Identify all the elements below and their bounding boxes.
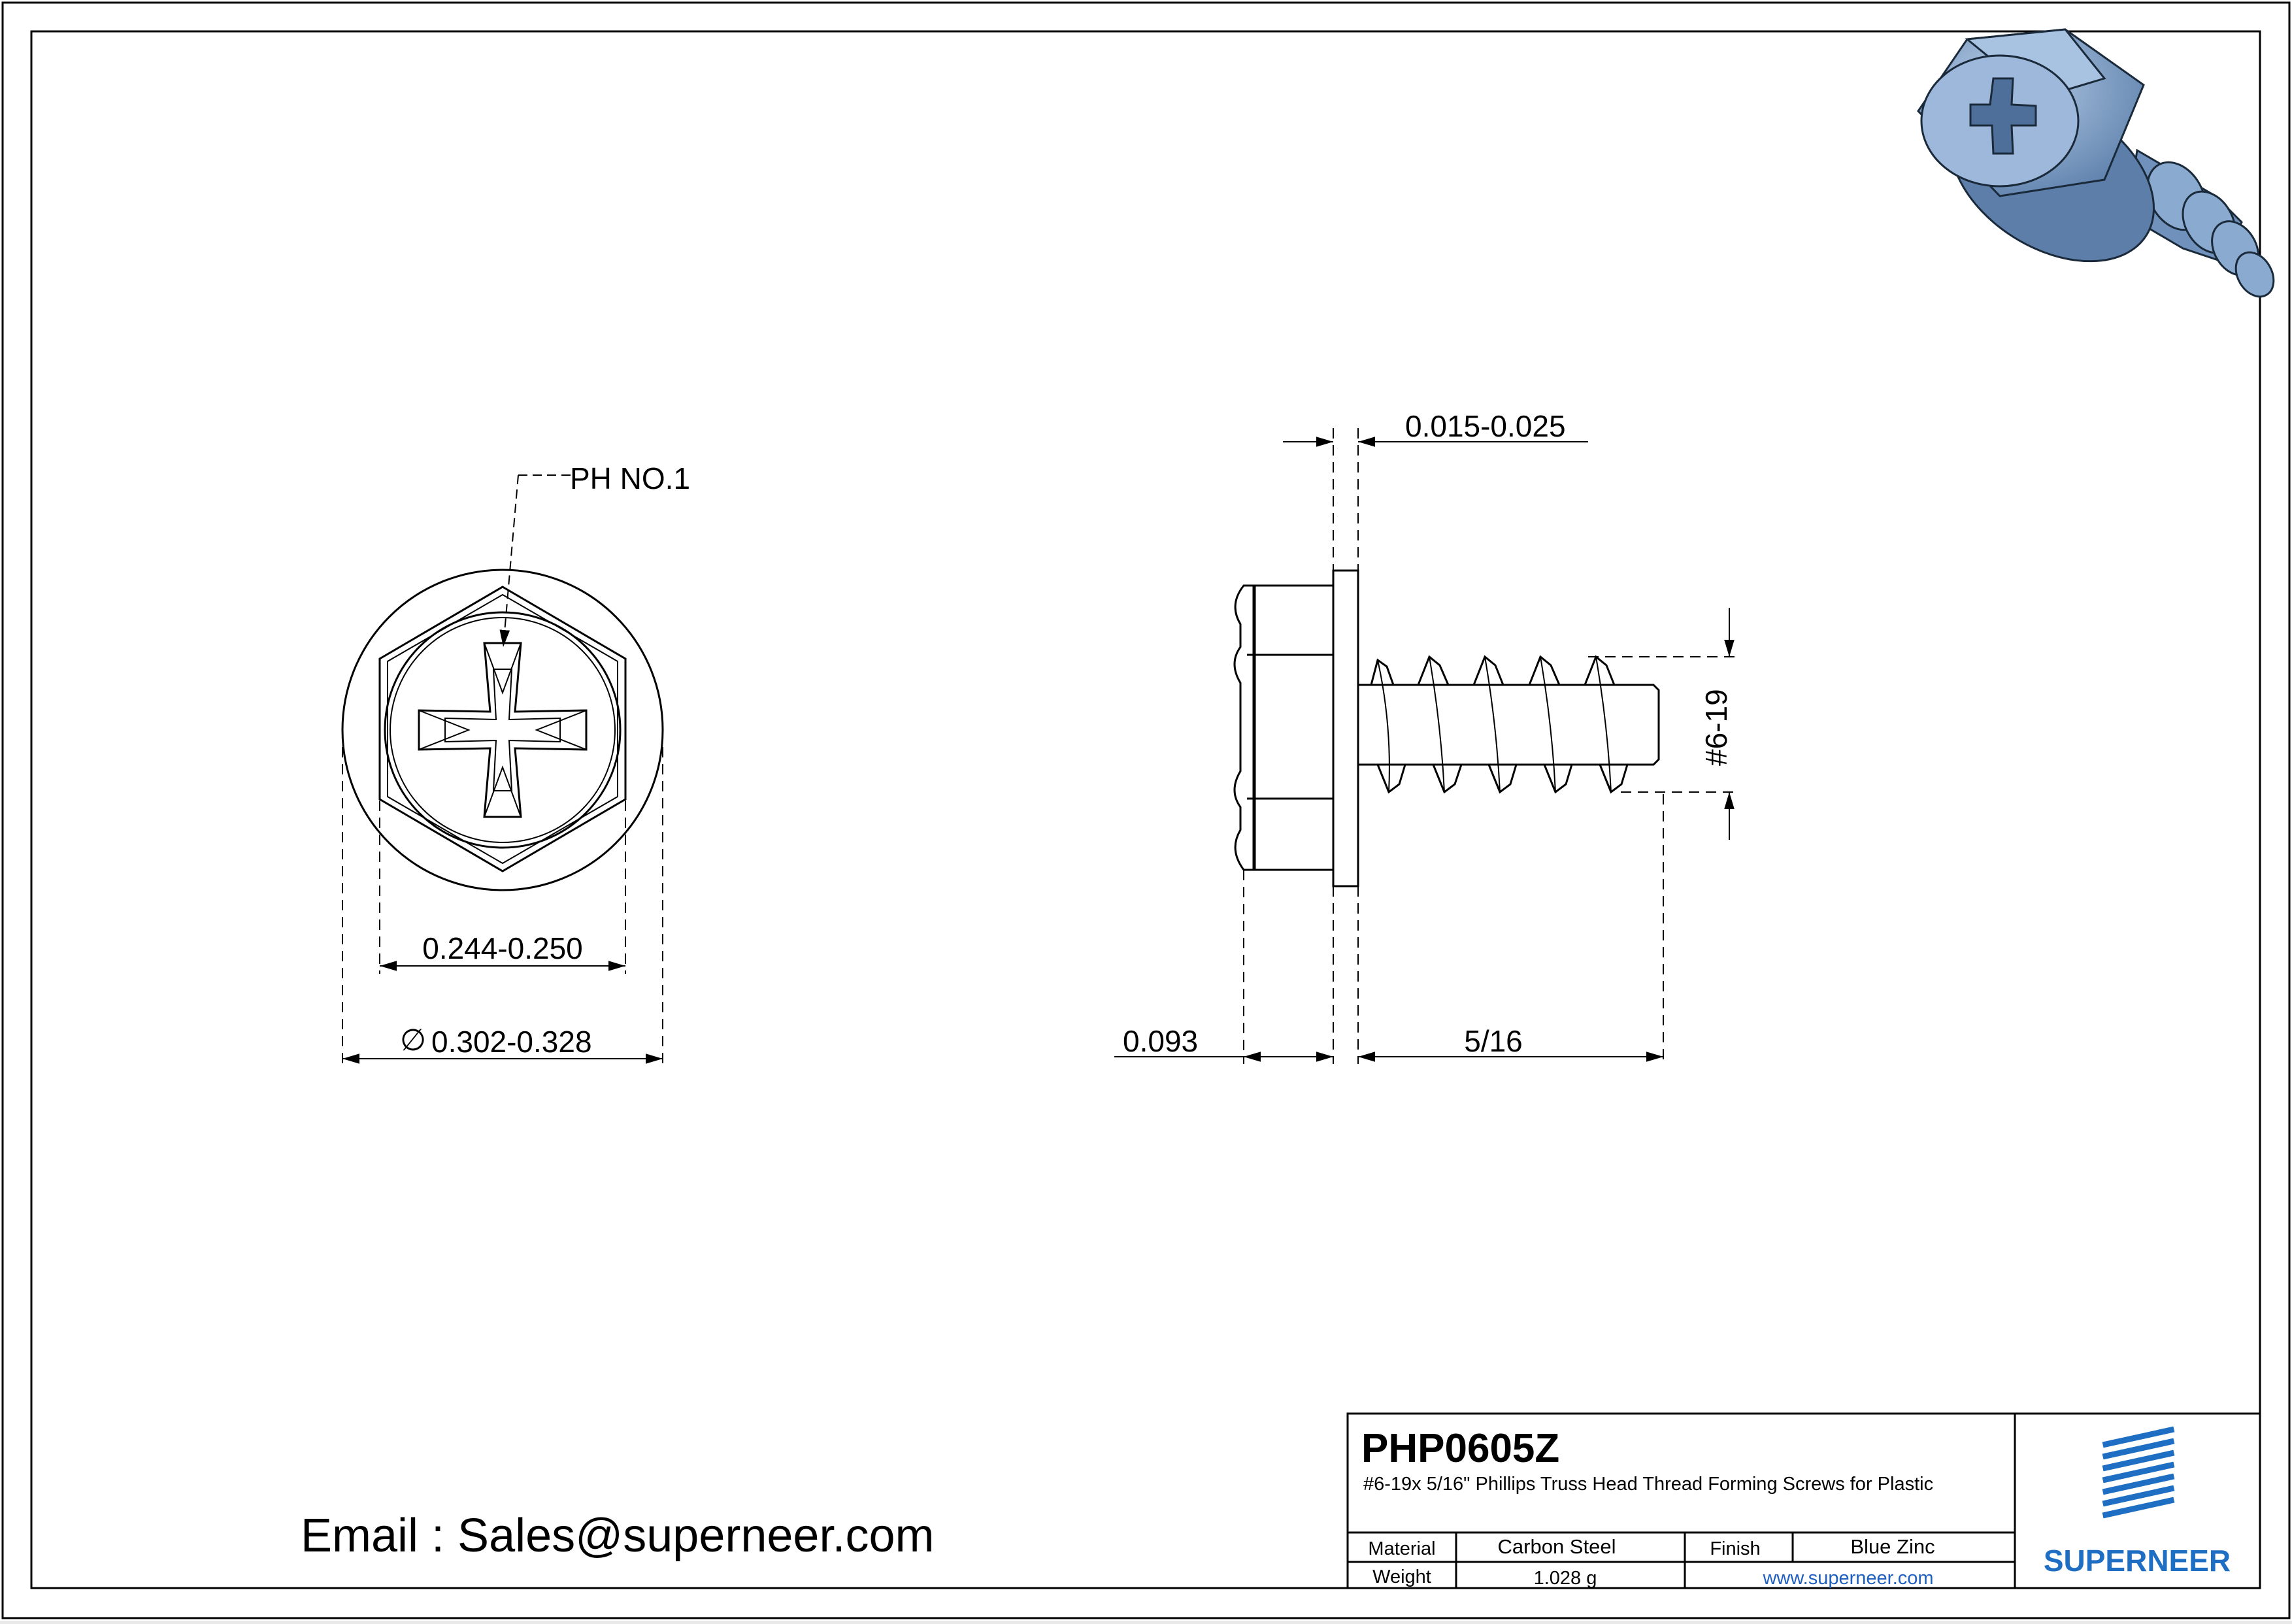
washer-diameter-value: 0.302-0.328	[431, 1025, 592, 1059]
driver-callout	[503, 461, 690, 647]
washer-thickness-dimension	[1283, 409, 1588, 571]
hex-outline	[380, 587, 625, 871]
outer-border	[3, 3, 2289, 1618]
inner-border	[31, 31, 2260, 1588]
shank	[1358, 685, 1659, 765]
head-front-view	[342, 570, 663, 890]
part-description: #6-19x 5/16" Phillips Truss Head Thread Forming Screws for Plastic	[1363, 1474, 1934, 1495]
driver-label: PH NO.1	[570, 461, 691, 495]
thread-value: #6-19	[1699, 689, 1733, 766]
email-text: Email : Sales@superneer.com	[301, 1510, 935, 1562]
weight-value: 1.028 g	[1533, 1568, 1597, 1589]
phillips-cross-inner	[445, 669, 560, 791]
length-dimensions	[1114, 794, 1663, 1064]
weight-label: Weight	[1372, 1566, 1431, 1587]
diameter-symbol: ∅	[400, 1023, 427, 1057]
across-flats-dimension	[380, 801, 625, 974]
part-number: PHP0605Z	[1361, 1426, 1560, 1471]
material-label: Material	[1368, 1538, 1436, 1559]
hex-height-value: 0.093	[1123, 1024, 1199, 1058]
threads	[1371, 657, 1627, 792]
washer-thickness-value: 0.015-0.025	[1405, 409, 1566, 443]
logo-text: SUPERNEER	[2043, 1544, 2231, 1578]
across-flats-value: 0.244-0.250	[422, 931, 583, 965]
thread-dimension	[1588, 608, 1738, 840]
recess-circle-outer	[385, 612, 620, 848]
hex-head-side	[1235, 586, 1333, 870]
screw-3d-render	[1918, 29, 2282, 303]
finish-value: Blue Zinc	[1850, 1535, 1935, 1558]
superneer-stripes-logo-icon	[2106, 1430, 2171, 1515]
length-value: 5/16	[1464, 1024, 1523, 1058]
material-value: Carbon Steel	[1497, 1535, 1616, 1558]
washer-diameter-dimension	[342, 730, 663, 1065]
washer-side	[1333, 571, 1358, 886]
finish-label: Finish	[1710, 1538, 1761, 1559]
side-view	[1235, 571, 1659, 886]
recess-circle-inner	[390, 618, 615, 842]
website-link[interactable]: www.superneer.com	[1763, 1568, 1934, 1589]
